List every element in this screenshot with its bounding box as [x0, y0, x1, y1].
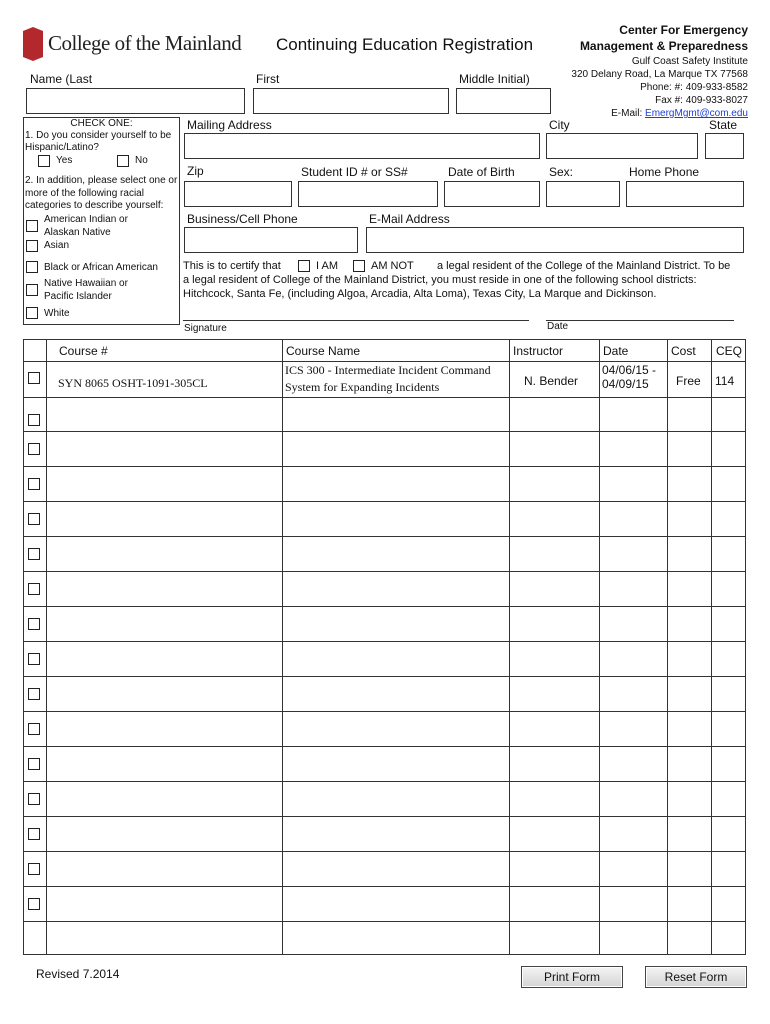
zip-field[interactable]: [184, 181, 292, 207]
row-divider: [24, 816, 745, 817]
signature-line[interactable]: [183, 320, 529, 321]
course-row-checkbox[interactable]: [28, 618, 40, 630]
address-line: 320 Delany Road, La Marque TX 77568: [571, 69, 748, 80]
date-line[interactable]: [546, 320, 734, 321]
row-divider: [24, 466, 745, 467]
dob-field[interactable]: [444, 181, 540, 207]
hispanic-no-label: No: [135, 155, 148, 166]
col-header-cost: Cost: [671, 344, 696, 358]
course-row-checkbox[interactable]: [28, 723, 40, 735]
check-one-label: CHECK ONE:: [70, 118, 133, 129]
row-divider: [24, 501, 745, 502]
first-name-field[interactable]: [253, 88, 449, 114]
course-row-checkbox[interactable]: [28, 758, 40, 770]
student-id-label: Student ID # or SS#: [301, 165, 408, 179]
email-address-label: E-Mail Address: [369, 212, 450, 226]
hispanic-yes-checkbox[interactable]: [38, 155, 50, 167]
state-label: State: [709, 118, 738, 132]
cost-cell: Free: [676, 374, 701, 388]
race-black-label: Black or African American: [44, 262, 158, 273]
dob-label: Date of Birth: [448, 165, 515, 179]
ceq-cell: 114: [715, 374, 735, 388]
header-row-divider: [24, 361, 745, 362]
reset-form-button[interactable]: Reset Form: [645, 966, 747, 988]
form-title: Continuing Education Registration: [276, 35, 534, 54]
col-header-course-name: Course Name: [286, 344, 361, 358]
row-divider: [24, 886, 745, 887]
cell-phone-label: Business/Cell Phone: [187, 212, 298, 226]
last-name-label: Name (Last: [30, 72, 93, 86]
course-row-checkbox[interactable]: [28, 548, 40, 560]
course-row-checkbox[interactable]: [28, 688, 40, 700]
center-title-1: Center For Emergency: [619, 23, 748, 37]
row-divider: [24, 397, 745, 398]
date-label: Date: [547, 321, 569, 332]
course-name-line1: ICS 300 - Intermediate Incident Command: [285, 363, 491, 377]
row-divider: [24, 851, 745, 852]
col-header-date: Date: [603, 344, 629, 358]
course-row-checkbox[interactable]: [28, 478, 40, 490]
race-black-checkbox[interactable]: [26, 261, 38, 273]
row-divider: [24, 606, 745, 607]
race-american-indian-checkbox[interactable]: [26, 220, 38, 232]
course-row-checkbox[interactable]: [28, 513, 40, 525]
row-divider: [24, 641, 745, 642]
email-address-field[interactable]: [366, 227, 744, 253]
middle-initial-label: Middle Initial): [459, 72, 530, 86]
center-title-2: Management & Preparedness: [579, 39, 748, 53]
col-divider: [599, 340, 600, 954]
col-divider: [509, 340, 510, 954]
row-divider: [24, 571, 745, 572]
course-name-line2: System for Expanding Incidents: [285, 380, 440, 394]
zip-label: Zip: [187, 164, 204, 178]
city-label: City: [549, 118, 570, 132]
student-id-field[interactable]: [298, 181, 438, 207]
date-cell-line1: 04/06/15 -: [602, 363, 657, 377]
race-hawaiian-label: Native Hawaiian or Pacific Islander: [44, 278, 128, 302]
demographics-panel: [23, 117, 180, 325]
i-am-checkbox[interactable]: [298, 260, 310, 272]
row-divider: [24, 536, 745, 537]
certify-line2: a legal resident of College of the Mainland District, you must reside in one of the following school districts:: [183, 274, 697, 286]
race-white-label: White: [44, 308, 70, 319]
email-link[interactable]: EmergMgmt@com.edu: [645, 108, 748, 119]
cell-phone-field[interactable]: [184, 227, 358, 253]
row-divider: [24, 921, 745, 922]
col-divider: [282, 340, 283, 954]
col-divider: [711, 340, 712, 954]
course-number-cell: SYN 8065 OSHT-1091-305CL: [58, 376, 208, 390]
race-question: 2. In addition, please select one or more of the following racial categories to describe yourself:: [25, 175, 178, 212]
signature-label: Signature: [184, 323, 227, 334]
race-hawaiian-checkbox[interactable]: [26, 284, 38, 296]
hispanic-no-checkbox[interactable]: [117, 155, 129, 167]
course-row-checkbox[interactable]: [28, 443, 40, 455]
last-name-field[interactable]: [26, 88, 245, 114]
instructor-cell: N. Bender: [524, 374, 579, 388]
course-row-checkbox[interactable]: [28, 372, 40, 384]
course-row-checkbox[interactable]: [28, 863, 40, 875]
row-divider: [24, 781, 745, 782]
col-header-instructor: Instructor: [513, 344, 564, 358]
mailing-address-field[interactable]: [184, 133, 540, 159]
logo-text: College of the Mainland: [48, 31, 242, 55]
middle-initial-field[interactable]: [456, 88, 551, 114]
race-white-checkbox[interactable]: [26, 307, 38, 319]
sex-field[interactable]: [546, 181, 620, 207]
course-row-checkbox[interactable]: [28, 793, 40, 805]
col-divider: [46, 340, 47, 954]
course-row-checkbox[interactable]: [28, 828, 40, 840]
revised-label: Revised 7.2014: [36, 967, 120, 981]
print-form-button[interactable]: Print Form: [521, 966, 623, 988]
home-phone-field[interactable]: [626, 181, 744, 207]
course-row-checkbox[interactable]: [28, 653, 40, 665]
logo-banner-icon: [22, 27, 44, 61]
row-divider: [24, 746, 745, 747]
course-row-checkbox[interactable]: [28, 583, 40, 595]
home-phone-label: Home Phone: [629, 165, 700, 179]
sex-label: Sex:: [549, 165, 574, 179]
race-asian-checkbox[interactable]: [26, 240, 38, 252]
phone-line: Phone: #: 409-933-8582: [640, 82, 748, 93]
row-divider: [24, 676, 745, 677]
certify-line1-rest: a legal resident of the College of the Mainland District. To be: [437, 260, 731, 272]
city-field[interactable]: [546, 133, 698, 159]
col-header-course-num: Course #: [59, 344, 108, 358]
col-header-ceq: CEQ: [716, 344, 743, 358]
certify-line3: Hitchcock, Santa Fe, (including Algoa, Arcadia, Alta Loma), Texas City, La Marque and Dickinson.: [183, 288, 657, 300]
race-american-indian-label: American Indian or Alaskan Native: [44, 214, 128, 238]
college-logo: [22, 27, 274, 63]
hispanic-question: 1. Do you consider yourself to be Hispanic/Latino?: [25, 130, 172, 153]
course-table: [23, 339, 746, 955]
date-cell-line2: 04/09/15: [602, 377, 649, 391]
mailing-address-label: Mailing Address: [187, 118, 272, 132]
i-am-label: I AM: [316, 260, 339, 272]
course-row-checkbox[interactable]: [28, 898, 40, 910]
institute-name: Gulf Coast Safety Institute: [631, 56, 748, 67]
race-asian-label: Asian: [44, 240, 70, 251]
fax-line: Fax #: 409-933-8027: [655, 95, 748, 106]
col-divider: [667, 340, 668, 954]
email-label: E-Mail:: [611, 108, 643, 119]
first-name-label: First: [256, 72, 280, 86]
am-not-label: AM NOT: [371, 260, 414, 272]
course-row-checkbox[interactable]: [28, 414, 40, 426]
hispanic-yes-label: Yes: [56, 155, 73, 166]
am-not-checkbox[interactable]: [353, 260, 365, 272]
certify-prefix: This is to certify that: [183, 260, 281, 272]
state-field[interactable]: [705, 133, 744, 159]
row-divider: [24, 711, 745, 712]
row-divider: [24, 431, 745, 432]
